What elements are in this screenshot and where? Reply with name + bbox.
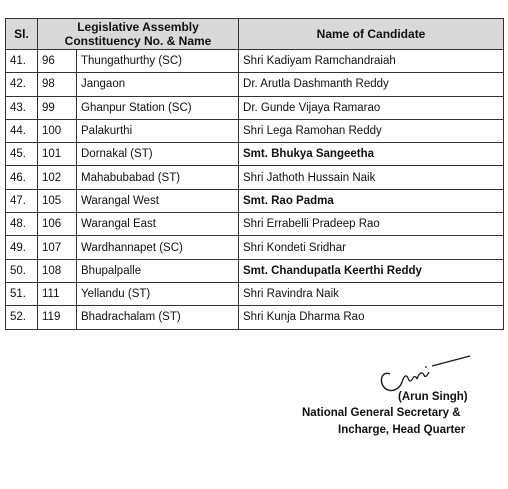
row-sl: 48. [6,213,38,236]
row-candidate: Shri Kunja Dharma Rao [239,306,504,329]
row-constituency-no: 108 [38,259,77,282]
table-row [6,213,504,236]
row-constituency-name: Warangal East [77,213,239,236]
header-constituency-line1: Legislative Assembly [77,20,199,34]
row-constituency-name: Palakurthi [77,119,239,142]
row-constituency-name: Wardhannapet (SC) [77,236,239,259]
row-constituency-no: 101 [38,143,77,166]
row-sl: 46. [6,166,38,189]
table-row [6,189,504,212]
row-sl: 49. [6,236,38,259]
row-constituency-name: Jangaon [77,73,239,96]
row-sl: 43. [6,96,38,119]
row-candidate: Shri Ravindra Naik [239,282,504,305]
row-candidate: Smt. Bhukya Sangeetha [239,143,504,166]
table-row [6,236,504,259]
table-row [6,259,504,282]
row-constituency-name: Ghanpur Station (SC) [77,96,239,119]
row-sl: 50. [6,259,38,282]
row-constituency-name: Bhadrachalam (ST) [77,306,239,329]
row-sl: 52. [6,306,38,329]
header-constituency [38,19,239,50]
table-row [6,73,504,96]
row-candidate: Smt. Chandupatla Keerthi Reddy [239,259,504,282]
row-constituency-name: Thungathurthy (SC) [77,50,239,73]
header-constituency-line2: Constituency No. & Name [64,34,212,48]
signatory-title-line2: Incharge, Head Quarter [338,424,466,436]
row-constituency-no: 119 [38,306,77,329]
table-row [6,96,504,119]
row-sl: 45. [6,143,38,166]
row-constituency-no: 107 [38,236,77,259]
signatory-title-line1: National General Secretary & [302,407,461,419]
candidate-table [5,18,504,330]
row-constituency-name: Warangal West [77,189,239,212]
row-constituency-no: 102 [38,166,77,189]
table-row [6,143,504,166]
row-constituency-no: 98 [38,73,77,96]
row-constituency-no: 111 [38,282,77,305]
row-constituency-name: Mahabubabad (ST) [77,166,239,189]
row-constituency-name: Bhupalpalle [77,259,239,282]
row-constituency-no: 106 [38,213,77,236]
signatory-name: (Arun Singh) [398,391,468,403]
table-row [6,50,504,73]
row-candidate: Dr. Gunde Vijaya Ramarao [239,96,504,119]
row-sl: 51. [6,282,38,305]
row-sl: 47. [6,189,38,212]
row-constituency-name: Dornakal (ST) [77,143,239,166]
row-constituency-name: Yellandu (ST) [77,282,239,305]
header-sl: Sl. [6,19,38,50]
row-constituency-no: 96 [38,50,77,73]
row-sl: 42. [6,73,38,96]
table-row [6,306,504,329]
row-candidate: Smt. Rao Padma [239,189,504,212]
table-row [6,119,504,142]
table-body [6,50,504,330]
table-header-row [6,19,504,50]
row-candidate: Shri Jathoth Hussain Naik [239,166,504,189]
row-constituency-no: 105 [38,189,77,212]
table-row [6,166,504,189]
table-row [6,282,504,305]
row-sl: 41. [6,50,38,73]
row-constituency-no: 99 [38,96,77,119]
row-candidate: Shri Kondeti Sridhar [239,236,504,259]
row-constituency-no: 100 [38,119,77,142]
row-candidate: Shri Lega Ramohan Reddy [239,119,504,142]
row-sl: 44. [6,119,38,142]
row-candidate: Shri Errabelli Pradeep Rao [239,213,504,236]
header-candidate: Name of Candidate [239,19,504,50]
row-candidate: Dr. Arutla Dashmanth Reddy [239,73,504,96]
row-candidate: Shri Kadiyam Ramchandraiah [239,50,504,73]
